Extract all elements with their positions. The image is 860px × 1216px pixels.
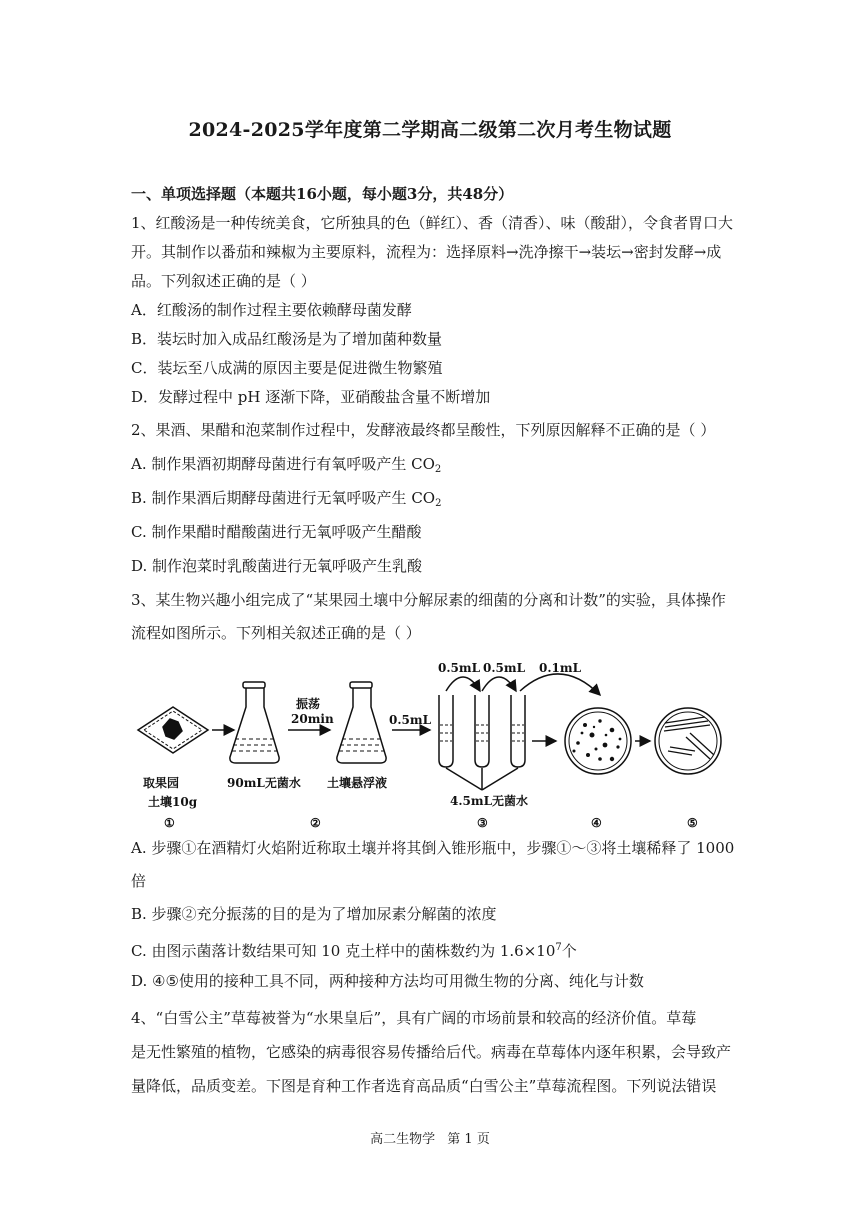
q2-option-c: C. 制作果醋时醋酸菌进行无氧呼吸产生醋酸	[131, 523, 422, 541]
soil-label-2: 土壤10g	[148, 795, 198, 809]
q2-stem: 2、果酒、果醋和泡菜制作过程中，发酵液最终都呈酸性，下列原因解释不正确的是（ ）	[131, 421, 716, 439]
volume-label-3: 0.1mL	[539, 661, 582, 675]
step-1-marker: ①	[164, 816, 175, 830]
petri-dish-streak-icon	[655, 708, 721, 774]
shake-label: 振荡	[296, 697, 321, 711]
step-2-marker: ②	[310, 816, 321, 830]
volume-label-1: 0.5mL	[438, 661, 481, 675]
q4-stem-line1: 4、“白雪公主”草莓被誉为“水果皇后”，具有广阔的市场前景和较高的经济价值。草莓	[131, 1009, 697, 1027]
footer-subject: 高二生物学	[370, 1132, 436, 1147]
q2-option-d: D. 制作泡菜时乳酸菌进行无氧呼吸产生乳酸	[131, 557, 423, 575]
suspension-label: 土壤悬浮液	[327, 776, 388, 790]
water-label: 90mL无菌水	[227, 776, 301, 790]
shake-time-label: 20min	[291, 712, 334, 726]
soil-sample-icon	[138, 707, 208, 753]
q2-option-a: A. 制作果酒初期酵母菌进行有氧呼吸产生 $CO_2$	[131, 455, 442, 475]
q3-option-d: D. ④⑤使用的接种工具不同，两种接种方法均可用微生物的分离、纯化与计数	[131, 972, 644, 990]
q1-option-c: C．装坛至八成满的原因主要是促进微生物繁殖	[131, 359, 443, 377]
q1-stem-line1: 1、红酸汤是一种传统美食，它所独具的色（鲜红）、香（清香）、味（酸甜），令食者胃口大	[131, 214, 734, 232]
q4-stem-line3: 量降低，品质变差。下图是育种工作者选育高品质“白雪公主”草莓流程图。下列说法错误	[131, 1077, 717, 1095]
q1-option-b: B．装坛时加入成品红酸汤是为了增加菌种数量	[131, 330, 443, 348]
flask-suspension-icon	[337, 682, 386, 763]
q4-stem-line2: 是无性繁殖的植物，它感染的病毒很容易传播给后代。病毒在草莓体内逐年积累，会导致产	[131, 1043, 732, 1061]
exam-title: 2024-2025学年度第二学期高二级第二次月考生物试题	[188, 119, 672, 141]
q1-option-a: A．红酸汤的制作过程主要依赖酵母菌发酵	[131, 301, 412, 319]
q3-option-c: C. 由图示菌落计数结果可知 10 克土样中的菌株数约为 $1.6\times 10^7$个	[131, 942, 577, 960]
q3-flow-figure	[130, 655, 730, 835]
q3-stem-line1: 3、某生物兴趣小组完成了“某果园土壤中分解尿素的细菌的分离和计数”的实验，具体操作	[131, 591, 726, 609]
q2-option-b: B. 制作果酒后期酵母菌进行无氧呼吸产生 $CO_2$	[131, 489, 442, 509]
tube-water-label: 4.5mL无菌水	[450, 794, 529, 808]
q3-option-a-line2: 倍	[131, 872, 147, 890]
test-tube-icons	[439, 695, 525, 767]
step-3-marker: ③	[477, 816, 488, 830]
q3-option-b: B. 步骤②充分振荡的目的是为了增加尿素分解菌的浓度	[131, 905, 497, 923]
page-footer	[0, 1128, 860, 1147]
step-5-marker: ⑤	[687, 816, 698, 830]
q1-stem-line2: 开。其制作以番茄和辣椒为主要原料，流程为：选择原料→洗净擦干→装坛→密封发酵→成	[131, 243, 722, 261]
section-heading: 一、单项选择题（本题共16小题，每小题3分，共48分）	[131, 185, 514, 203]
flask-water-icon	[230, 682, 279, 763]
q1-option-d: D．发酵过程中 pH 逐渐下降，亚硝酸盐含量不断增加	[131, 388, 491, 406]
q3-stem-line2: 流程如图所示。下列相关叙述正确的是（ ）	[131, 624, 421, 642]
q1-stem-line3: 品。下列叙述正确的是（ ）	[131, 272, 316, 290]
step-4-marker: ④	[591, 816, 602, 830]
q3-option-a-line1: A. 步骤①在酒精灯火焰附近称取土壤并将其倒入锥形瓶中，步骤①～③将土壤稀释了 1000	[131, 839, 735, 857]
volume-label-2: 0.5mL	[483, 661, 526, 675]
transfer-volume-label: 0.5mL	[389, 713, 432, 727]
soil-label-1: 取果园	[143, 776, 180, 790]
petri-dish-colonies-icon	[565, 708, 631, 774]
footer-page-number: 第 1 页	[447, 1132, 490, 1147]
